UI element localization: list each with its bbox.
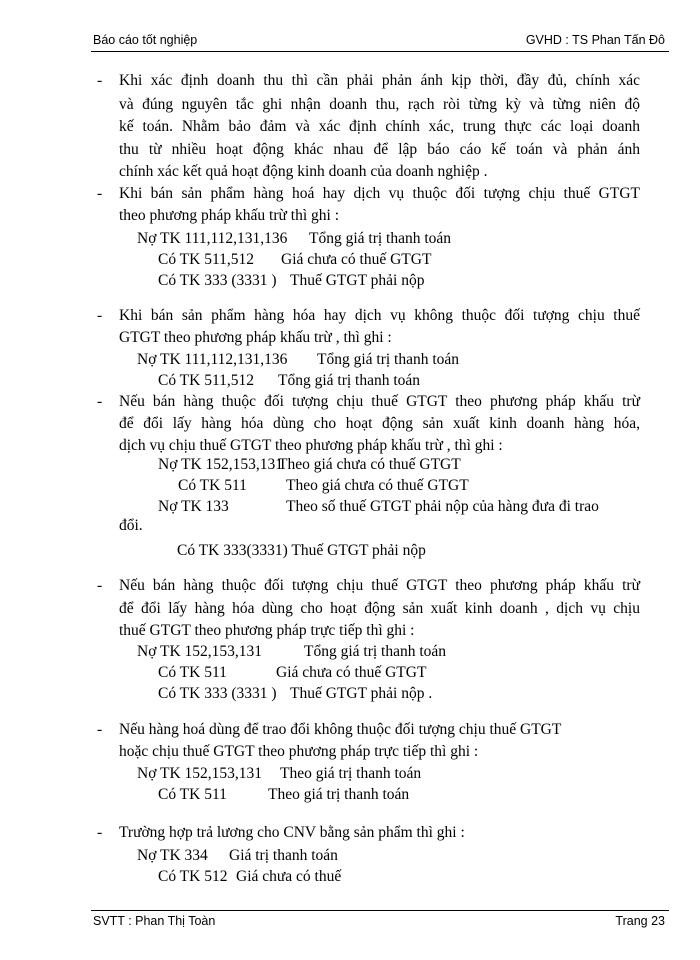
entry-description: Tổng giá trị thanh toán (309, 230, 452, 247)
entry-description: Theo giá trị thanh toán (280, 765, 422, 782)
journal-entry-credit (158, 370, 420, 391)
journal-entry-credit (158, 784, 409, 805)
entry-account: Nợ TK 152,153,131 (158, 456, 284, 473)
entry-description: Theo giá trị thanh toán (268, 786, 410, 803)
bullet-marker: - (97, 72, 103, 89)
entry-account: Nợ TK 334 (137, 847, 208, 864)
paragraph-line: thuế GTGT theo phương pháp trực tiếp thì ghi : (119, 622, 415, 639)
header-supervisor: GVHD : TS Phan Tấn Đô (525, 33, 665, 47)
entry-account: Có TK 333(3331) (177, 542, 288, 559)
entry-description: Theo giá chưa có thuế GTGT (278, 456, 461, 473)
entry-description: Giá chưa có thuế (236, 868, 342, 885)
paragraph-line: chính xác kết quả hoạt động kinh doanh của doanh nghiệp . (119, 163, 488, 180)
bullet-marker: - (97, 721, 103, 738)
paragraph-line: Khi bán sản phẩm hàng hóa hay dịch vụ không thuộc đối tượng chịu thuế (119, 307, 640, 324)
paragraph-line: theo phương pháp khấu trừ thì ghi : (119, 207, 340, 224)
journal-entry-credit (158, 866, 341, 887)
entry-description: Thuế GTGT phải nộp (290, 272, 425, 289)
entry-account: Nợ TK 111,112,131,136 (137, 351, 288, 368)
header-report-title: Báo cáo tốt nghiệp (93, 33, 198, 47)
entry-account: Nợ TK 133 (158, 498, 229, 515)
entry-account: Có TK 512 (158, 868, 228, 885)
journal-entry-debit (137, 228, 451, 249)
page-header (91, 31, 669, 52)
entry-description: Giá chưa có thuế GTGT (276, 664, 427, 681)
page-number: Trang 23 (615, 914, 665, 928)
paragraph-line: Khi xác định doanh thu thì cần phải phản ánh kịp thời, đầy đủ, chính xác (119, 72, 640, 89)
journal-entry-credit (158, 270, 424, 291)
journal-entry-credit (177, 540, 426, 561)
entry-description: Thuế GTGT phải nộp . (290, 685, 433, 702)
journal-entry-debit (158, 454, 461, 475)
entry-account: Có TK 511 (178, 477, 247, 494)
entry-account: Có TK 333 (3331 ) (158, 272, 277, 289)
paragraph-line: để đổi lấy hàng hóa dùng cho hoạt động sản xuất kinh doanh hàng hóa, (119, 415, 640, 432)
journal-entry-credit (178, 475, 469, 496)
entry-description: Theo số thuế GTGT phải nộp của hàng đưa đi trao (286, 498, 599, 515)
journal-entry-debit (158, 496, 599, 517)
journal-entry-credit (158, 249, 431, 270)
entry-account: Có TK 511,512 (158, 372, 255, 389)
entry-description: Theo giá chưa có thuế GTGT (286, 477, 469, 494)
bullet-marker: - (97, 577, 103, 594)
entry-description: Giá chưa có thuế GTGT (281, 251, 432, 268)
bullet-marker: - (97, 307, 103, 324)
journal-entry-debit (137, 845, 338, 866)
entry-account: Có TK 511,512 (158, 251, 255, 268)
bullet-marker: - (97, 185, 103, 202)
paragraph-line: Nếu bán hàng thuộc đối tượng chịu thuế GTGT theo phương pháp khấu trừ (119, 393, 640, 410)
journal-entry-debit (137, 641, 446, 662)
bullet-marker: - (97, 824, 103, 841)
entry-description: Tổng giá trị thanh toán (278, 372, 421, 389)
entry-account: Nợ TK 152,153,131 (137, 765, 263, 782)
entry-account: Có TK 333 (3331 ) (158, 685, 277, 702)
bullet-marker: - (97, 393, 103, 410)
page-footer (91, 910, 669, 934)
entry-description: Tổng giá trị thanh toán (304, 643, 447, 660)
paragraph-line: thu từ nhiều hoạt động khác nhau để lập báo cáo kế toán và phản ánh (119, 141, 640, 158)
paragraph-line: Trường hợp trả lương cho CNV bằng sản phẩm thì ghi : (119, 824, 465, 841)
paragraph-line: và đúng nguyên tắc ghi nhận doanh thu, rạch ròi từng kỳ và từng niên độ (119, 96, 640, 113)
journal-entry-debit (137, 763, 421, 784)
paragraph-line: hoặc chịu thuế GTGT theo phương pháp trực tiếp thì ghi : (119, 743, 479, 760)
journal-entry-credit (158, 662, 426, 683)
paragraph-line: đổi. (119, 517, 143, 534)
paragraph-line: kế toán. Nhằm bảo đảm và xác định chính xác, trung thực các loại doanh (119, 118, 640, 135)
entry-account: Có TK 511 (158, 664, 227, 681)
journal-entry-credit (158, 683, 432, 704)
entry-description: Tổng giá trị thanh toán (317, 351, 460, 368)
paragraph-line: Nếu bán hàng thuộc đối tượng chịu thuế GTGT theo phương pháp khấu trừ (119, 577, 640, 594)
entry-account: Nợ TK 111,112,131,136 (137, 230, 288, 247)
paragraph-line: để đổi lấy hàng hóa dùng cho hoạt động sản xuất kinh doanh , dịch vụ chịu (119, 600, 640, 617)
journal-entry-debit (137, 349, 459, 370)
entry-description: Giá trị thanh toán (229, 847, 338, 864)
paragraph-line: GTGT theo phương pháp khấu trừ , thì ghi : (119, 329, 392, 346)
paragraph-line: dịch vụ chịu thuế GTGT theo phương pháp khấu trừ , thì ghi : (119, 437, 503, 454)
footer-student: SVTT : Phan Thị Toàn (93, 914, 216, 928)
paragraph-line: Nếu hàng hoá dùng để trao đổi không thuộc đối tượng chịu thuế GTGT (119, 721, 562, 738)
entry-account: Nợ TK 152,153,131 (137, 643, 263, 660)
paragraph-line: Khi bán sản phẩm hàng hoá hay dịch vụ thuộc đối tượng chịu thuế GTGT (119, 185, 640, 202)
entry-description: Thuế GTGT phải nộp (291, 542, 426, 559)
entry-account: Có TK 511 (158, 786, 227, 803)
